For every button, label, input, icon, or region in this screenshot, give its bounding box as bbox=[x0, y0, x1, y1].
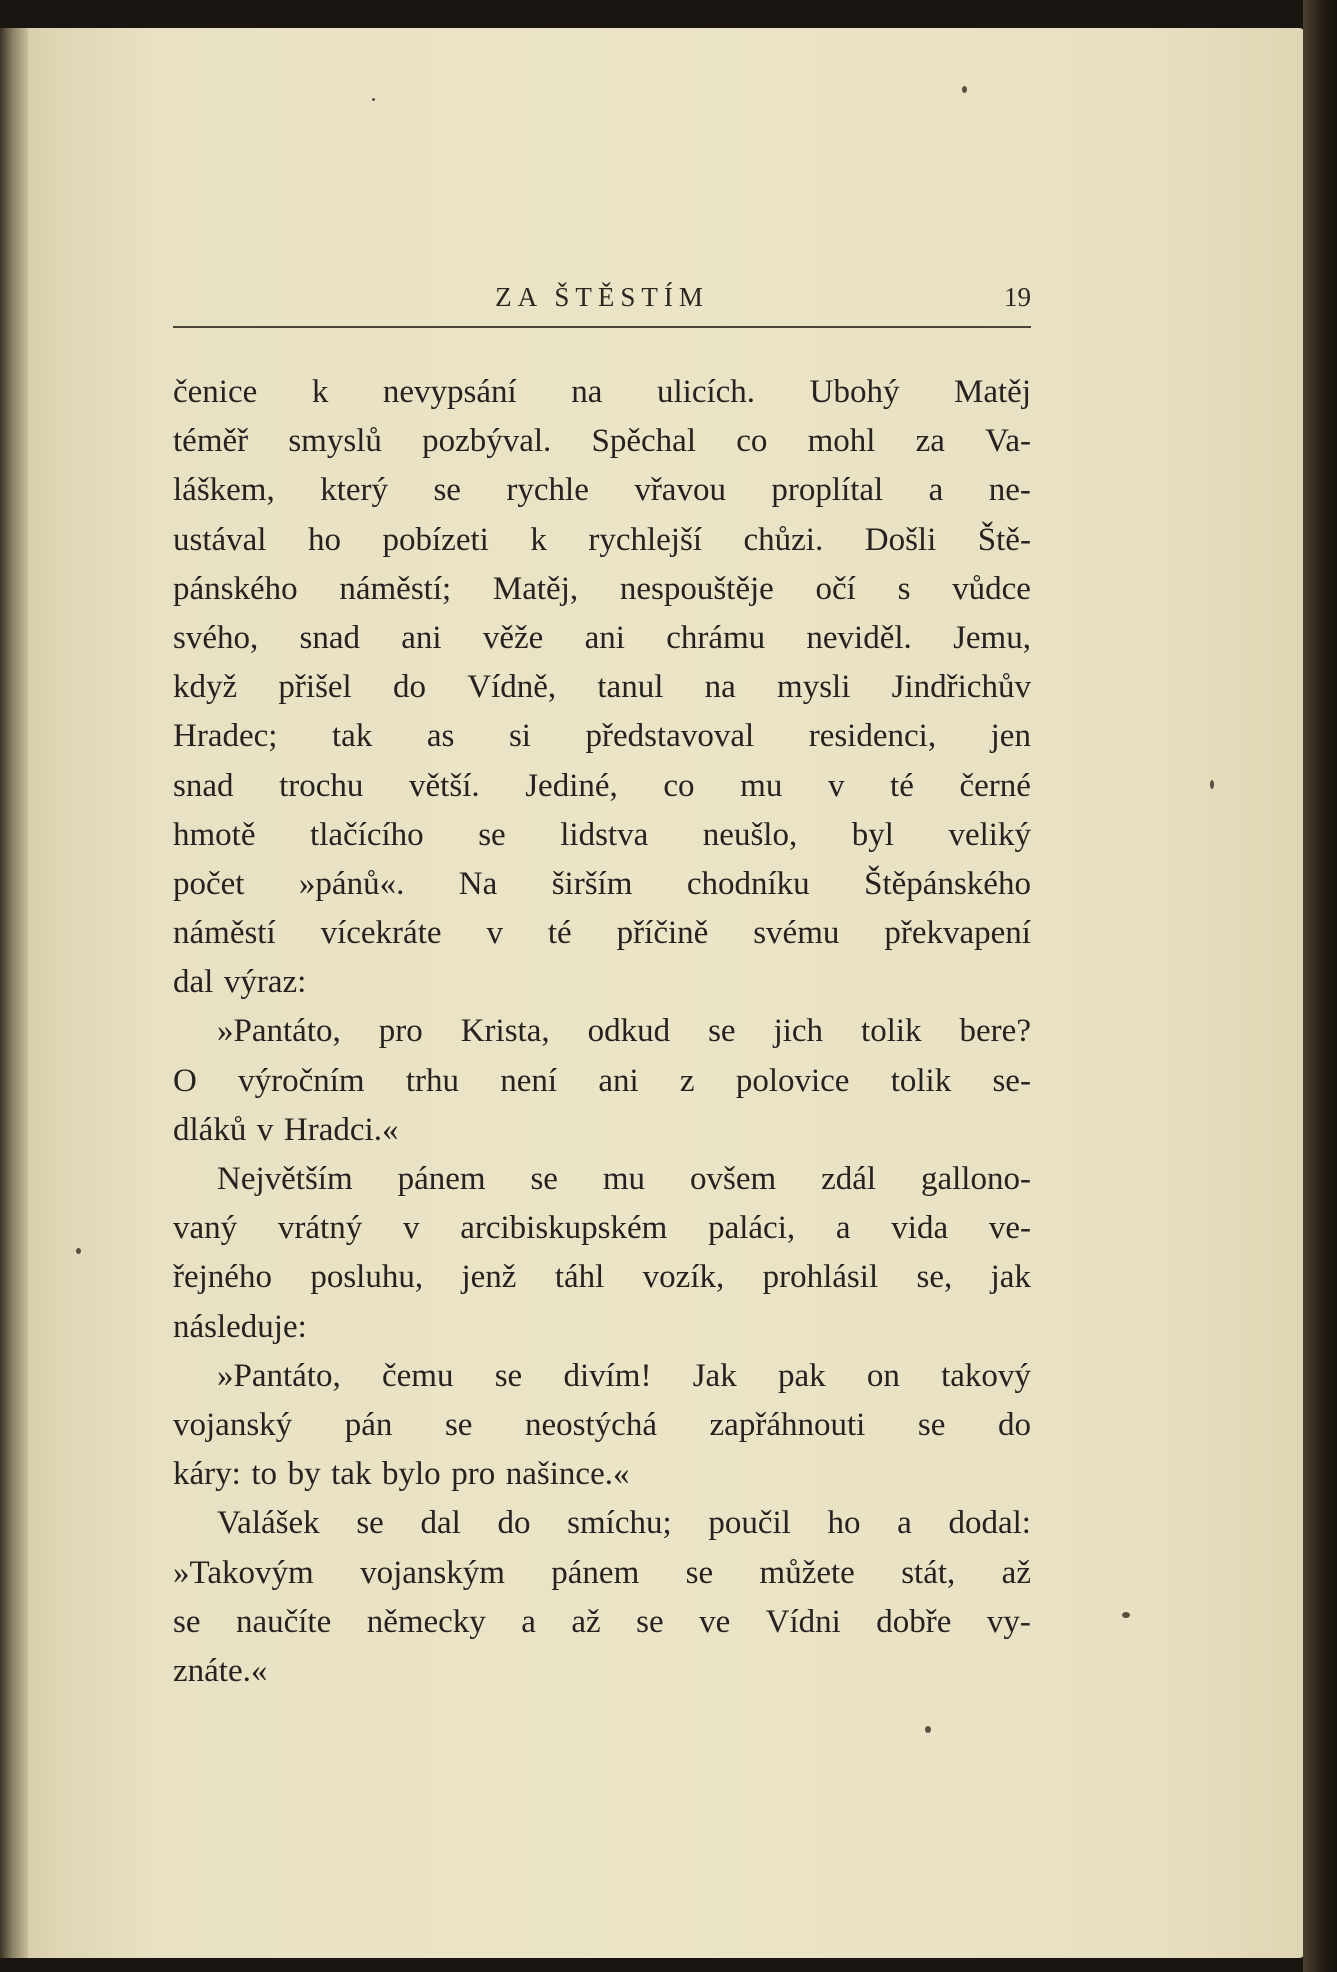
paper-speck bbox=[1210, 780, 1214, 789]
text-line: ustával ho pobízeti k rychlejší chůzi. Došli Ště- bbox=[173, 521, 1031, 558]
text-line: znáte.« bbox=[173, 1652, 268, 1689]
paper-speck bbox=[1122, 1612, 1130, 1618]
text-line: následuje: bbox=[173, 1308, 307, 1345]
text-line: svého, snad ani věže ani chrámu neviděl. Jemu, bbox=[173, 619, 1031, 656]
book-gutter bbox=[0, 28, 28, 1958]
text-line: O výročním trhu není ani z polovice tolik se- bbox=[173, 1062, 1031, 1099]
text-line: »Pantáto, pro Krista, odkud se jich tolik bere? bbox=[217, 1013, 1031, 1050]
text-line: hmotě tlačícího se lidstva neušlo, byl veliký bbox=[173, 816, 1031, 853]
text-line: téměř smyslů pozbýval. Spěchal co mohl za Va- bbox=[173, 423, 1031, 460]
paper-speck bbox=[925, 1726, 931, 1733]
text-line: vaný vrátný v arcibiskupském paláci, a vida ve- bbox=[173, 1210, 1031, 1247]
text-line: čenice k nevypsání na ulicích. Ubohý Matěj bbox=[173, 374, 1031, 410]
running-title: ZA ŠTĚSTÍM bbox=[495, 282, 709, 312]
text-line: vojanský pán se neostýchá zapřáhnouti se do bbox=[173, 1406, 1031, 1443]
text-line: dal výraz: bbox=[173, 964, 307, 1001]
text-line: řejného posluhu, jenž táhl vozík, prohlásil se, jak bbox=[173, 1259, 1031, 1296]
page-number: 19 bbox=[1004, 282, 1031, 312]
text-line: když přišel do Vídně, tanul na mysli Jindřichův bbox=[173, 669, 1031, 706]
book-edge-shadow bbox=[1303, 0, 1337, 1972]
page-header bbox=[173, 276, 1031, 328]
text-line: pánského náměstí; Matěj, nespouštěje očí s vůdce bbox=[173, 570, 1031, 607]
text-line: káry: to by tak bylo pro našince.« bbox=[173, 1456, 630, 1493]
body-text bbox=[173, 368, 1031, 1696]
text-line: »Pantáto, čemu se divím! Jak pak on takový bbox=[217, 1357, 1031, 1394]
text-line: Valášek se dal do smíchu; poučil ho a dodal: bbox=[217, 1505, 1031, 1542]
paper-speck bbox=[76, 1248, 81, 1254]
paper-speck bbox=[962, 86, 967, 93]
paper-speck bbox=[372, 98, 375, 101]
text-line: počet »pánů«. Na širším chodníku Štěpánského bbox=[173, 865, 1031, 902]
text-line: se naučíte německy a až se ve Vídni dobře vy- bbox=[173, 1603, 1031, 1640]
text-line: snad trochu větší. Jediné, co mu v té černé bbox=[173, 767, 1031, 804]
text-line: »Takovým vojanským pánem se můžete stát, až bbox=[173, 1554, 1031, 1591]
text-line: Největším pánem se mu ovšem zdál gallono- bbox=[217, 1161, 1031, 1197]
text-line: dláků v Hradci.« bbox=[173, 1111, 399, 1148]
text-line: náměstí vícekráte v té příčině svému překvapení bbox=[173, 915, 1031, 952]
text-line: Hradec; tak as si představoval residenci, jen bbox=[173, 718, 1031, 755]
text-line: láškem, který se rychle vřavou proplítal a ne- bbox=[173, 472, 1031, 509]
